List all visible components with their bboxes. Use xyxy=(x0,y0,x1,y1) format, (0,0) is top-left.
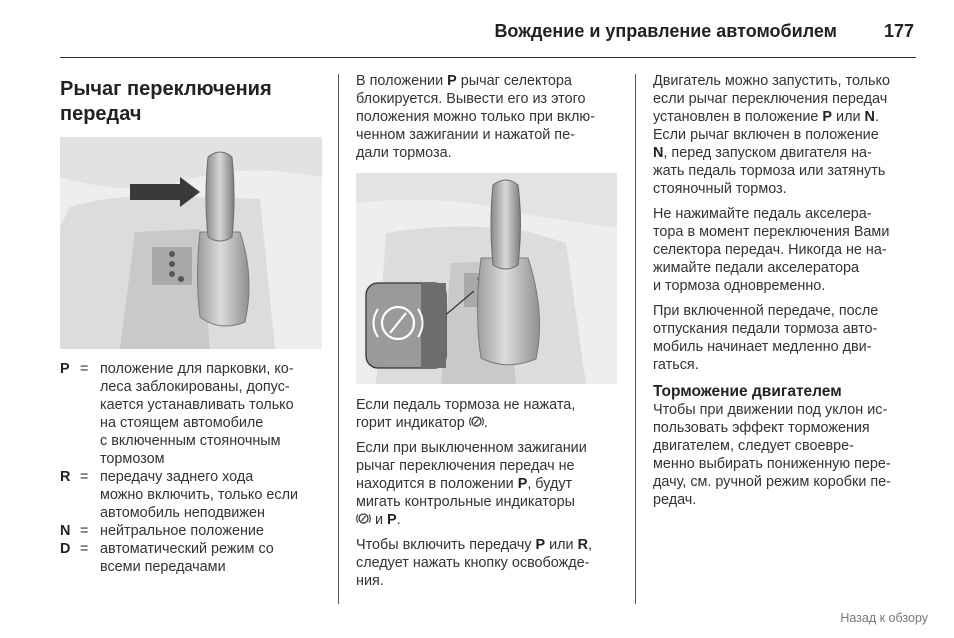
column-divider xyxy=(635,74,636,604)
subsection-heading: Торможение двигателем xyxy=(653,383,842,400)
definition-eq: = xyxy=(80,361,89,377)
definition-text: передачу заднего хода можно включить, только если автомобиль неподвижен xyxy=(100,469,299,521)
brake-pedal-indicator-icon xyxy=(469,414,484,429)
definition-item-d xyxy=(60,540,328,576)
definition-text: нейтральное положение xyxy=(100,523,264,539)
definition-key: R xyxy=(60,469,71,485)
page-number: 177 xyxy=(883,21,914,41)
back-to-overview-link[interactable]: Назад к обзору xyxy=(840,611,928,625)
page-header xyxy=(0,0,954,68)
definition-eq: = xyxy=(80,469,89,485)
definition-eq: = xyxy=(80,523,89,539)
column-3 xyxy=(653,72,923,516)
gear-lever-photo xyxy=(60,137,322,349)
column-1 xyxy=(60,72,328,576)
header-title: Вождение и управление автомобилем xyxy=(494,21,837,41)
gear-lever-illustration xyxy=(60,137,322,349)
paragraph: Если педаль тормоза не нажата, горит индикатор . xyxy=(356,397,576,431)
heading-line: передач xyxy=(60,103,142,125)
definition-text: автоматический режим со всеми передачами xyxy=(100,541,274,575)
column-2 xyxy=(356,72,618,597)
heading-line: Рычаг переключения xyxy=(60,78,272,100)
paragraph: Двигатель можно запустить, только если рычаг переключения передач установлен в положение P или N. Если рычаг включен в положение N, перед запуском двигателя на- жать педаль тормоза или затянуть стояночный тормоз. xyxy=(653,73,891,197)
definition-key: N xyxy=(60,523,71,539)
definition-item-n xyxy=(60,522,328,540)
column-divider xyxy=(338,74,339,604)
definition-key: D xyxy=(60,541,71,557)
paragraph: Не нажимайте педаль акселера- тора в момент переключения Вами селектора передач. Никогда не на- жимайте педали акселератора и тормоза одновременно. xyxy=(653,206,890,294)
paragraph: В положении P рычаг селектора блокируется. Вывести его из этого положения можно только при вклю- ченном зажигании и нажатой пе- дали тормоза. xyxy=(356,73,595,161)
header-rule xyxy=(60,57,916,58)
paragraph: Чтобы при движении под уклон ис- пользовать эффект торможения двигателем, следует своевре- менно выбирать пониженную пере- дачу, см. ручной режим коробки пе- редач. xyxy=(653,402,891,508)
paragraph: Если при выключенном зажигании рычаг переключения передач не находится в положении P, будут мигать контрольные индикаторы и P. xyxy=(356,440,587,528)
definition-text: положение для парковки, ко- леса заблокированы, допус- кается устанавливать только на стоящем автомобиле с включенным стояночным тормозом xyxy=(100,361,294,467)
definition-eq: = xyxy=(80,541,89,557)
definition-key: P xyxy=(60,361,70,377)
definition-item-r xyxy=(60,468,328,522)
gear-positions-list xyxy=(60,360,328,576)
brake-pedal-indicator-icon xyxy=(356,511,371,526)
section-heading xyxy=(60,77,328,127)
paragraph: Чтобы включить передачу P или R, следует нажать кнопку освобожде- ния. xyxy=(356,537,592,589)
gear-lever-closeup-photo xyxy=(356,173,617,384)
paragraph: При включенной передаче, после отпускания педали тормоза авто- мобиль начинает медленно дви- гаться. xyxy=(653,303,879,373)
definition-item-p xyxy=(60,360,328,468)
gear-lever-closeup-illustration xyxy=(356,173,617,384)
